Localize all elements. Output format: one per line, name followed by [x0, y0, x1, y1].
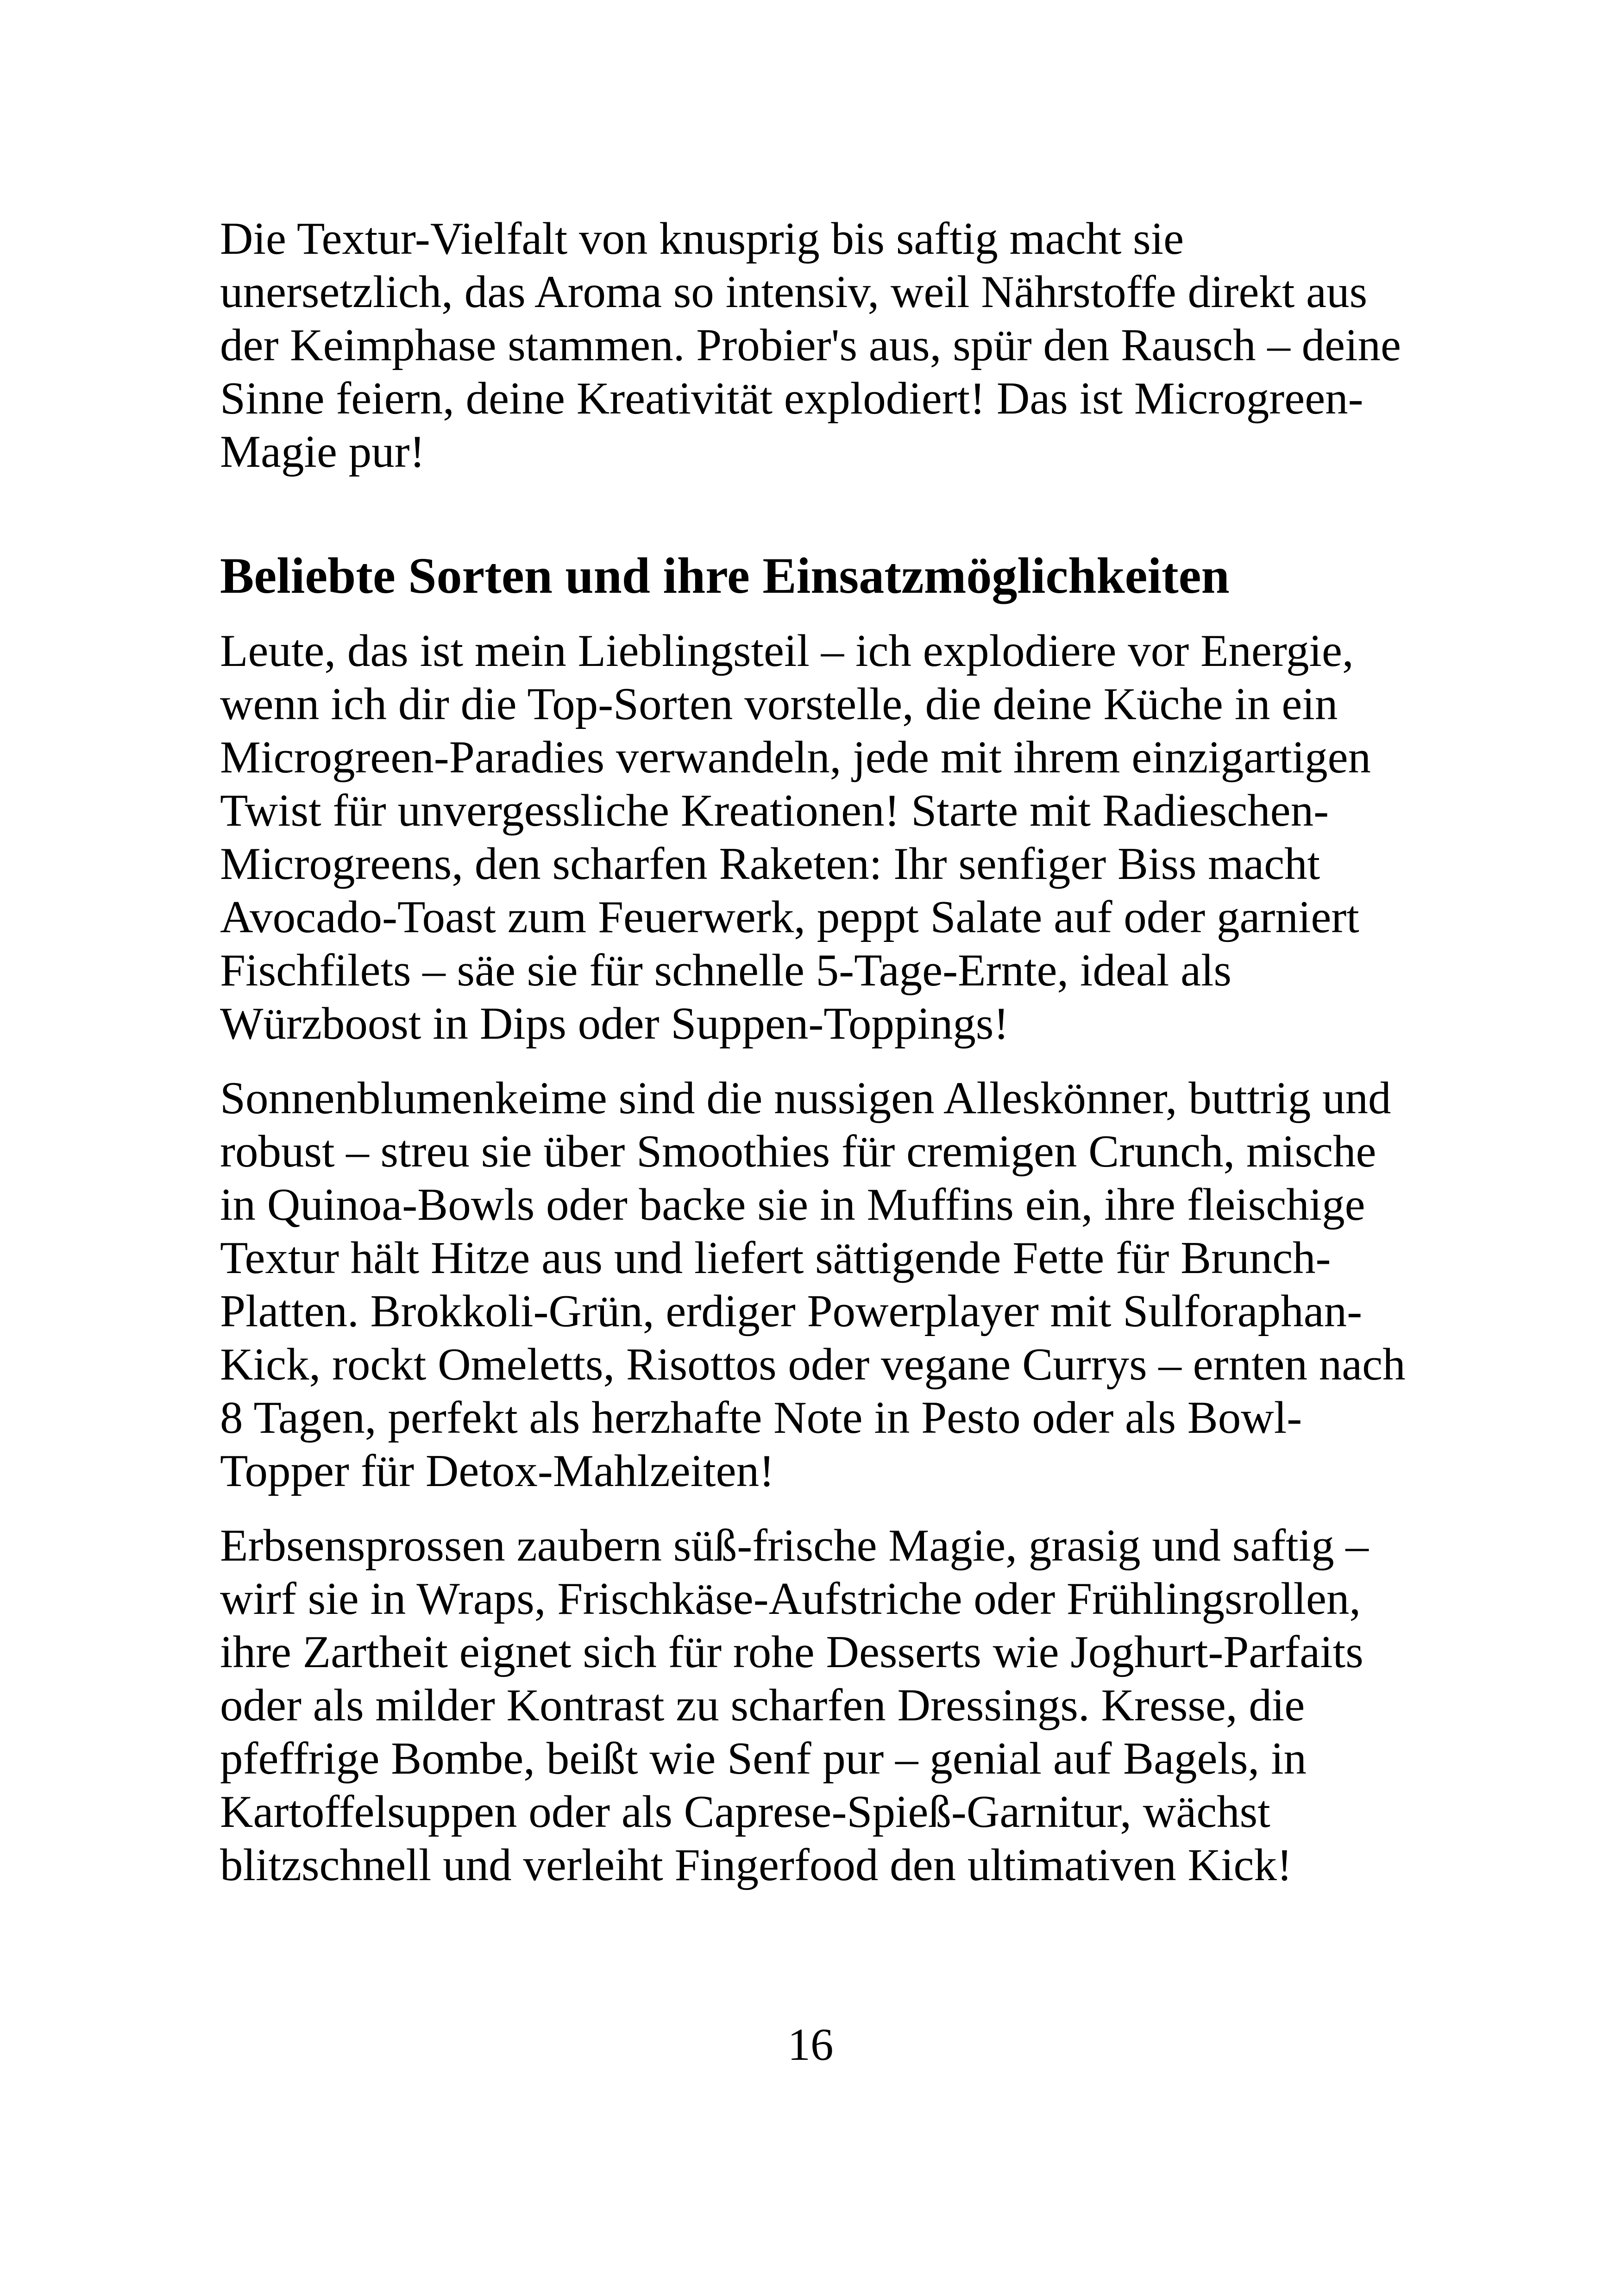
section-heading: Beliebte Sorten und ihre Einsatzmöglichkeiten: [220, 547, 1230, 604]
page-number: 16: [787, 2020, 834, 2070]
body-paragraph-1: Leute, das ist mein Lieblingsteil – ich explodiere vor Energie, wenn ich dir die Top-Sorten vorstelle, die deine Küche in ein Microgreen-Paradies verwandeln, jede mit ihrem einzigartigen Twist für unvergessliche Kreationen! Starte mit Radieschen-Microgreens, den scharfen Raketen: Ihr senfiger Biss macht Avocado-Toast zum Feuerwerk, peppt Salate auf oder garniert Fischfilets – säe sie für schnelle 5-Tage-Ernte, ideal als Würzboost in Dips oder Suppen-Toppings!: [220, 626, 1371, 1049]
body-paragraph-2: Sonnenblumenkeime sind die nussigen Alleskönner, buttrig und robust – streu sie über Smoothies für cremigen Crunch, mische in Quinoa-Bowls oder backe sie in Muffins ein, ihre fleischige Textur hält Hitze aus und liefert sättigende Fette für Brunch-Platten. Brokkoli-Grün, erdiger Powerplayer mit Sulforaphan-Kick, rockt Omeletts, Risottos oder vegane Currys – ernten nach 8 Tagen, perfekt als herzhafte Note in Pesto oder als Bowl-Topper für Detox-Mahlzeiten!: [220, 1073, 1406, 1496]
intro-paragraph: Die Textur-Vielfalt von knusprig bis saftig macht sie unersetzlich, das Aroma so intensiv, weil Nährstoffe direkt aus der Keimphase stammen. Probier's aus, spür den Rausch – deine Sinne feiern, deine Kreativität explodiert! Das ist Microgreen-Magie pur!: [220, 213, 1401, 477]
body-paragraph-3: Erbsensprossen zaubern süß-frische Magie, grasig und saftig – wirf sie in Wraps, Frischkäse-Aufstriche oder Frühlingsrollen, ihre Zartheit eignet sich für rohe Desserts wie Joghurt-Parfaits oder als milder Kontrast zu scharfen Dressings. Kresse, die pfeffrige Bombe, beißt wie Senf pur – genial auf Bagels, in Kartoffelsuppen oder als Caprese-Spieß-Garnitur, wächst blitzschnell und verleiht Fingerfood den ultimativen Kick!: [220, 1520, 1369, 1890]
page-content: [220, 212, 1406, 1892]
